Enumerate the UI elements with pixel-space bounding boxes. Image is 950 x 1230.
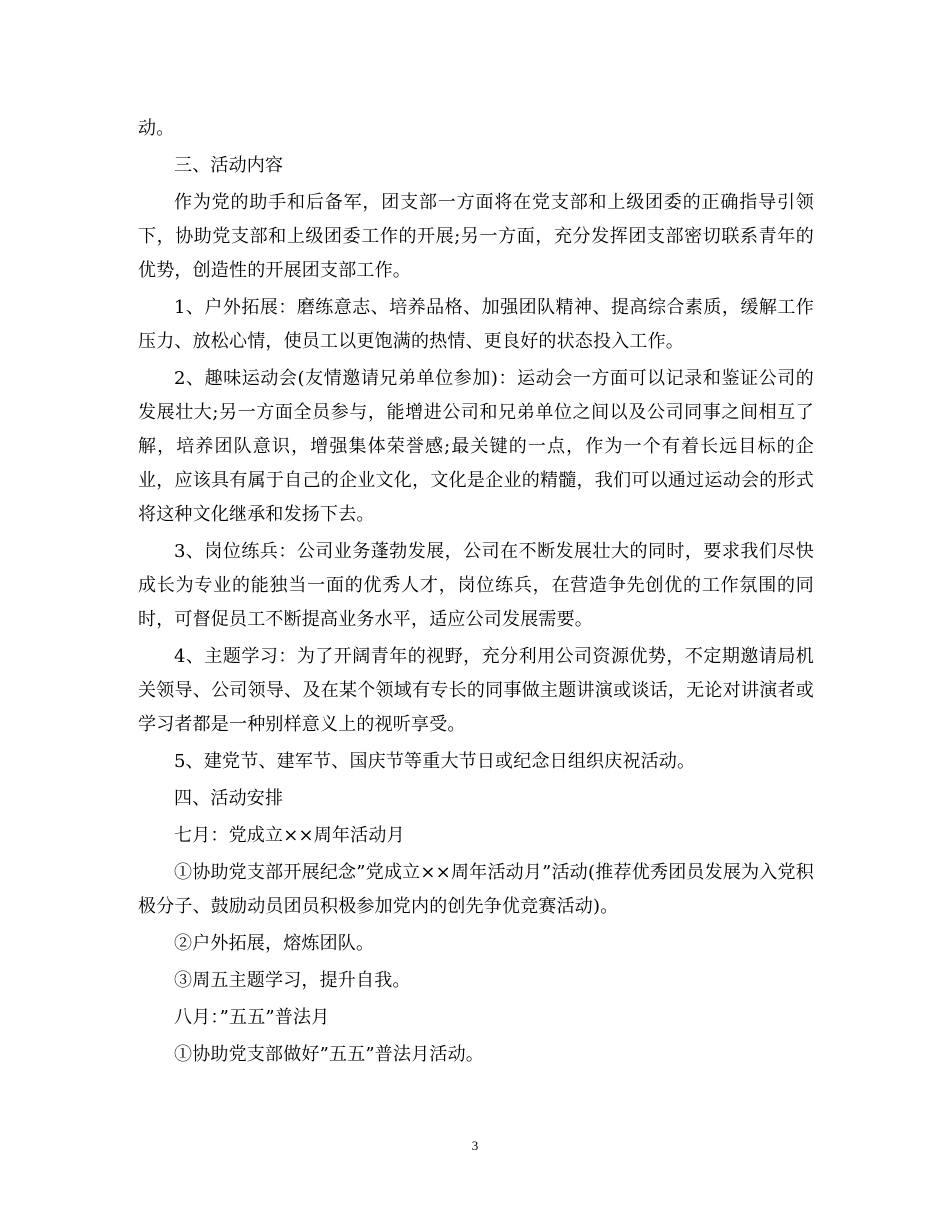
paragraph: 5、建党节、建军节、国庆节等重大节日或纪念日组织庆祝活动。 <box>174 751 696 772</box>
paragraph: 作为党的助手和后备军，团支部一方面将在党支部和上级团委的正确指导引领下，协助党支部和上级团委工作的开展;另一方面，充分发挥团支部密切联系青年的优势，创造性的开展团支部工作。 <box>138 192 814 281</box>
paragraph: 四、活动安排 <box>174 788 284 809</box>
paragraph: 4、主题学习：为了开阔青年的视野，充分利用公司资源优势，不定期邀请局机关领导、公司领导、及在某个领域有专长的同事做主题讲演或谈话，无论对讲演者或学习者都是一种别样意义上的视听享受。 <box>138 646 814 735</box>
paragraph: 七月：党成立××周年活动月 <box>174 825 405 846</box>
document-body <box>138 112 814 1075</box>
paragraph: 动。 <box>138 118 175 139</box>
paragraph: ①协助党支部开展纪念”党成立××周年活动月”活动(推荐优秀团员发展为入党积极分子、鼓励动员团员积极参加党内的创先争优竞赛活动)。 <box>138 862 814 917</box>
paragraph: 三、活动内容 <box>174 155 284 176</box>
paragraph: ③周五主题学习，提升自我。 <box>174 970 411 991</box>
paragraph: ②户外拓展，熔炼团队。 <box>174 933 375 954</box>
paragraph: 2、趣味运动会(友情邀请兄弟单位参加)：运动会一方面可以记录和鉴证公司的发展壮大;另一方面全员参与，能增进公司和兄弟单位之间以及公司同事之间相互了解，培养团队意识，增强集体荣誉感;最关键的一点，作为一个有着长远目标的企业，应该具有属于自己的企业文化，文化是企业的精髓，我们可以通过运动会的形式将这种文化继承和发扬下去。 <box>138 368 814 525</box>
paragraph: ①协助党支部做好”五五”普法月活动。 <box>174 1044 485 1065</box>
paragraph: 1、户外拓展：磨练意志、培养品格、加强团队精神、提高综合素质，缓解工作压力、放松心情，使员工以更饱满的热情、更良好的状态投入工作。 <box>138 297 814 352</box>
paragraph: 八月：”五五”普法月 <box>174 1007 330 1028</box>
page-number: 3 <box>471 1138 479 1153</box>
paragraph: 3、岗位练兵：公司业务蓬勃发展，公司在不断发展壮大的同时，要求我们尽快成长为专业的能独当一面的优秀人才，岗位练兵，在营造争先创优的工作氛围的同时，可督促员工不断提高业务水平，适应公司发展需要。 <box>138 541 814 630</box>
